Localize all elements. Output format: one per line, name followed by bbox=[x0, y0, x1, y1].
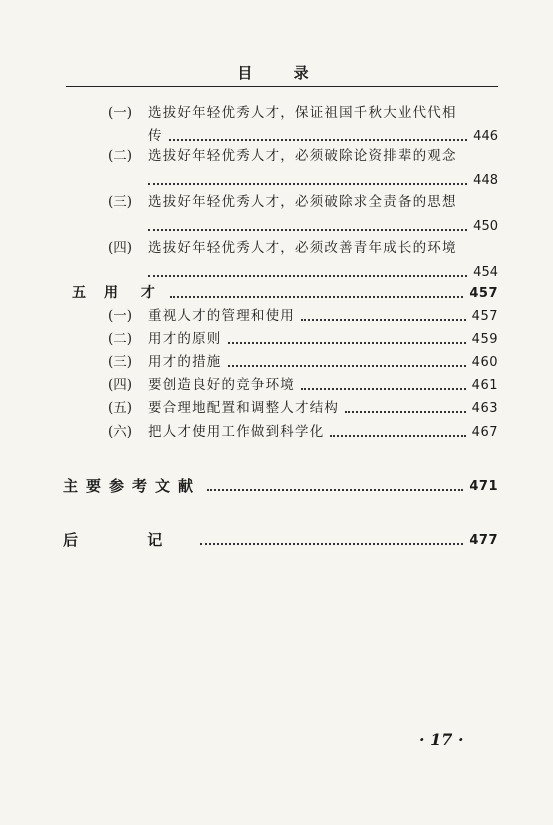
toc-entry-title: 选拔好年轻优秀人才，必须破除论资排辈的观念 bbox=[148, 148, 457, 164]
toc-entry[interactable] bbox=[108, 400, 498, 417]
toc-entry-page: 450 bbox=[473, 219, 498, 234]
toc-entry[interactable] bbox=[108, 194, 498, 235]
toc-entry-page: 448 bbox=[473, 173, 498, 188]
toc-entry-page: 454 bbox=[473, 265, 498, 280]
toc-entry-title-continued: 传 bbox=[148, 128, 163, 144]
toc-entry-page: 459 bbox=[471, 332, 498, 347]
toc-entry-number: (一) bbox=[108, 105, 133, 121]
toc-entry[interactable] bbox=[108, 331, 498, 348]
leader-dots bbox=[301, 319, 466, 321]
toc-entry-page: 471 bbox=[469, 479, 498, 494]
toc-entry[interactable] bbox=[108, 377, 498, 394]
toc-major-title: 主要参考文献 bbox=[63, 477, 202, 495]
page-number: · 17 · bbox=[419, 730, 464, 749]
leader-dots bbox=[301, 388, 466, 390]
leader-dots bbox=[228, 342, 466, 344]
toc-entry-page: 457 bbox=[471, 309, 498, 324]
toc-entry-number: (二) bbox=[108, 148, 133, 164]
toc-entry-title: 重视人才的管理和使用 bbox=[148, 308, 295, 324]
toc-entry-title: 用才的措施 bbox=[148, 354, 222, 370]
leader-dots bbox=[330, 435, 465, 437]
leader-dots bbox=[228, 365, 466, 367]
toc-entry-page: 461 bbox=[471, 378, 498, 393]
leader-dots bbox=[200, 543, 463, 545]
toc-entry-page: 467 bbox=[471, 425, 498, 440]
toc-entry-number: (五) bbox=[108, 400, 133, 416]
toc-entry-title: 要创造良好的竞争环境 bbox=[148, 377, 295, 393]
leader-dots bbox=[345, 411, 466, 413]
leader-dots bbox=[169, 139, 467, 141]
toc-entry-title: 要合理地配置和调整人才结构 bbox=[148, 400, 340, 416]
leader-dots bbox=[148, 183, 467, 185]
toc-entry[interactable] bbox=[108, 105, 498, 145]
toc-chapter-title: 用 才 bbox=[104, 285, 164, 301]
toc-chapter-number: 五 bbox=[72, 285, 86, 301]
toc-entry[interactable] bbox=[108, 240, 498, 281]
toc-major-entry[interactable] bbox=[63, 478, 498, 495]
toc-entry-page: 477 bbox=[469, 533, 498, 548]
toc-entry-page: 463 bbox=[471, 401, 498, 416]
toc-entry-number: (二) bbox=[108, 331, 133, 347]
toc-entry-title: 用才的原则 bbox=[148, 331, 222, 347]
toc-entry-number: (六) bbox=[108, 424, 133, 440]
toc-entry-title: 选拔好年轻优秀人才，必须破除求全责备的思想 bbox=[148, 194, 457, 210]
leader-dots bbox=[148, 275, 467, 277]
toc-entry-number: (三) bbox=[108, 194, 133, 210]
toc-entry-page: 457 bbox=[469, 286, 498, 301]
toc-entry-title: 选拔好年轻优秀人才，保证祖国千秋大业代代相 bbox=[148, 105, 457, 121]
toc-entry-page: 446 bbox=[473, 129, 498, 144]
toc-entry[interactable] bbox=[108, 148, 498, 189]
toc-entry[interactable] bbox=[108, 308, 498, 325]
toc-entry[interactable] bbox=[108, 424, 498, 441]
toc-entry-number: (三) bbox=[108, 354, 133, 370]
toc-entry-page: 460 bbox=[471, 355, 498, 370]
header-rule bbox=[66, 86, 498, 87]
leader-dots bbox=[207, 489, 463, 491]
leader-dots bbox=[148, 229, 467, 231]
toc-entry[interactable] bbox=[108, 354, 498, 371]
toc-chapter-entry[interactable] bbox=[72, 285, 498, 302]
toc-entry-title: 选拔好年轻优秀人才，必须改善青年成长的环境 bbox=[148, 240, 457, 256]
toc-major-entry[interactable] bbox=[63, 532, 498, 549]
toc-entry-title: 把人才使用工作做到科学化 bbox=[148, 424, 325, 440]
toc-major-title: 后 记 bbox=[63, 531, 195, 549]
leader-dots bbox=[170, 296, 463, 298]
toc-entry-number: (一) bbox=[108, 308, 133, 324]
page-header-title: 目 录 bbox=[237, 64, 327, 82]
toc-entry-number: (四) bbox=[108, 377, 133, 393]
toc-entry-number: (四) bbox=[108, 240, 133, 256]
